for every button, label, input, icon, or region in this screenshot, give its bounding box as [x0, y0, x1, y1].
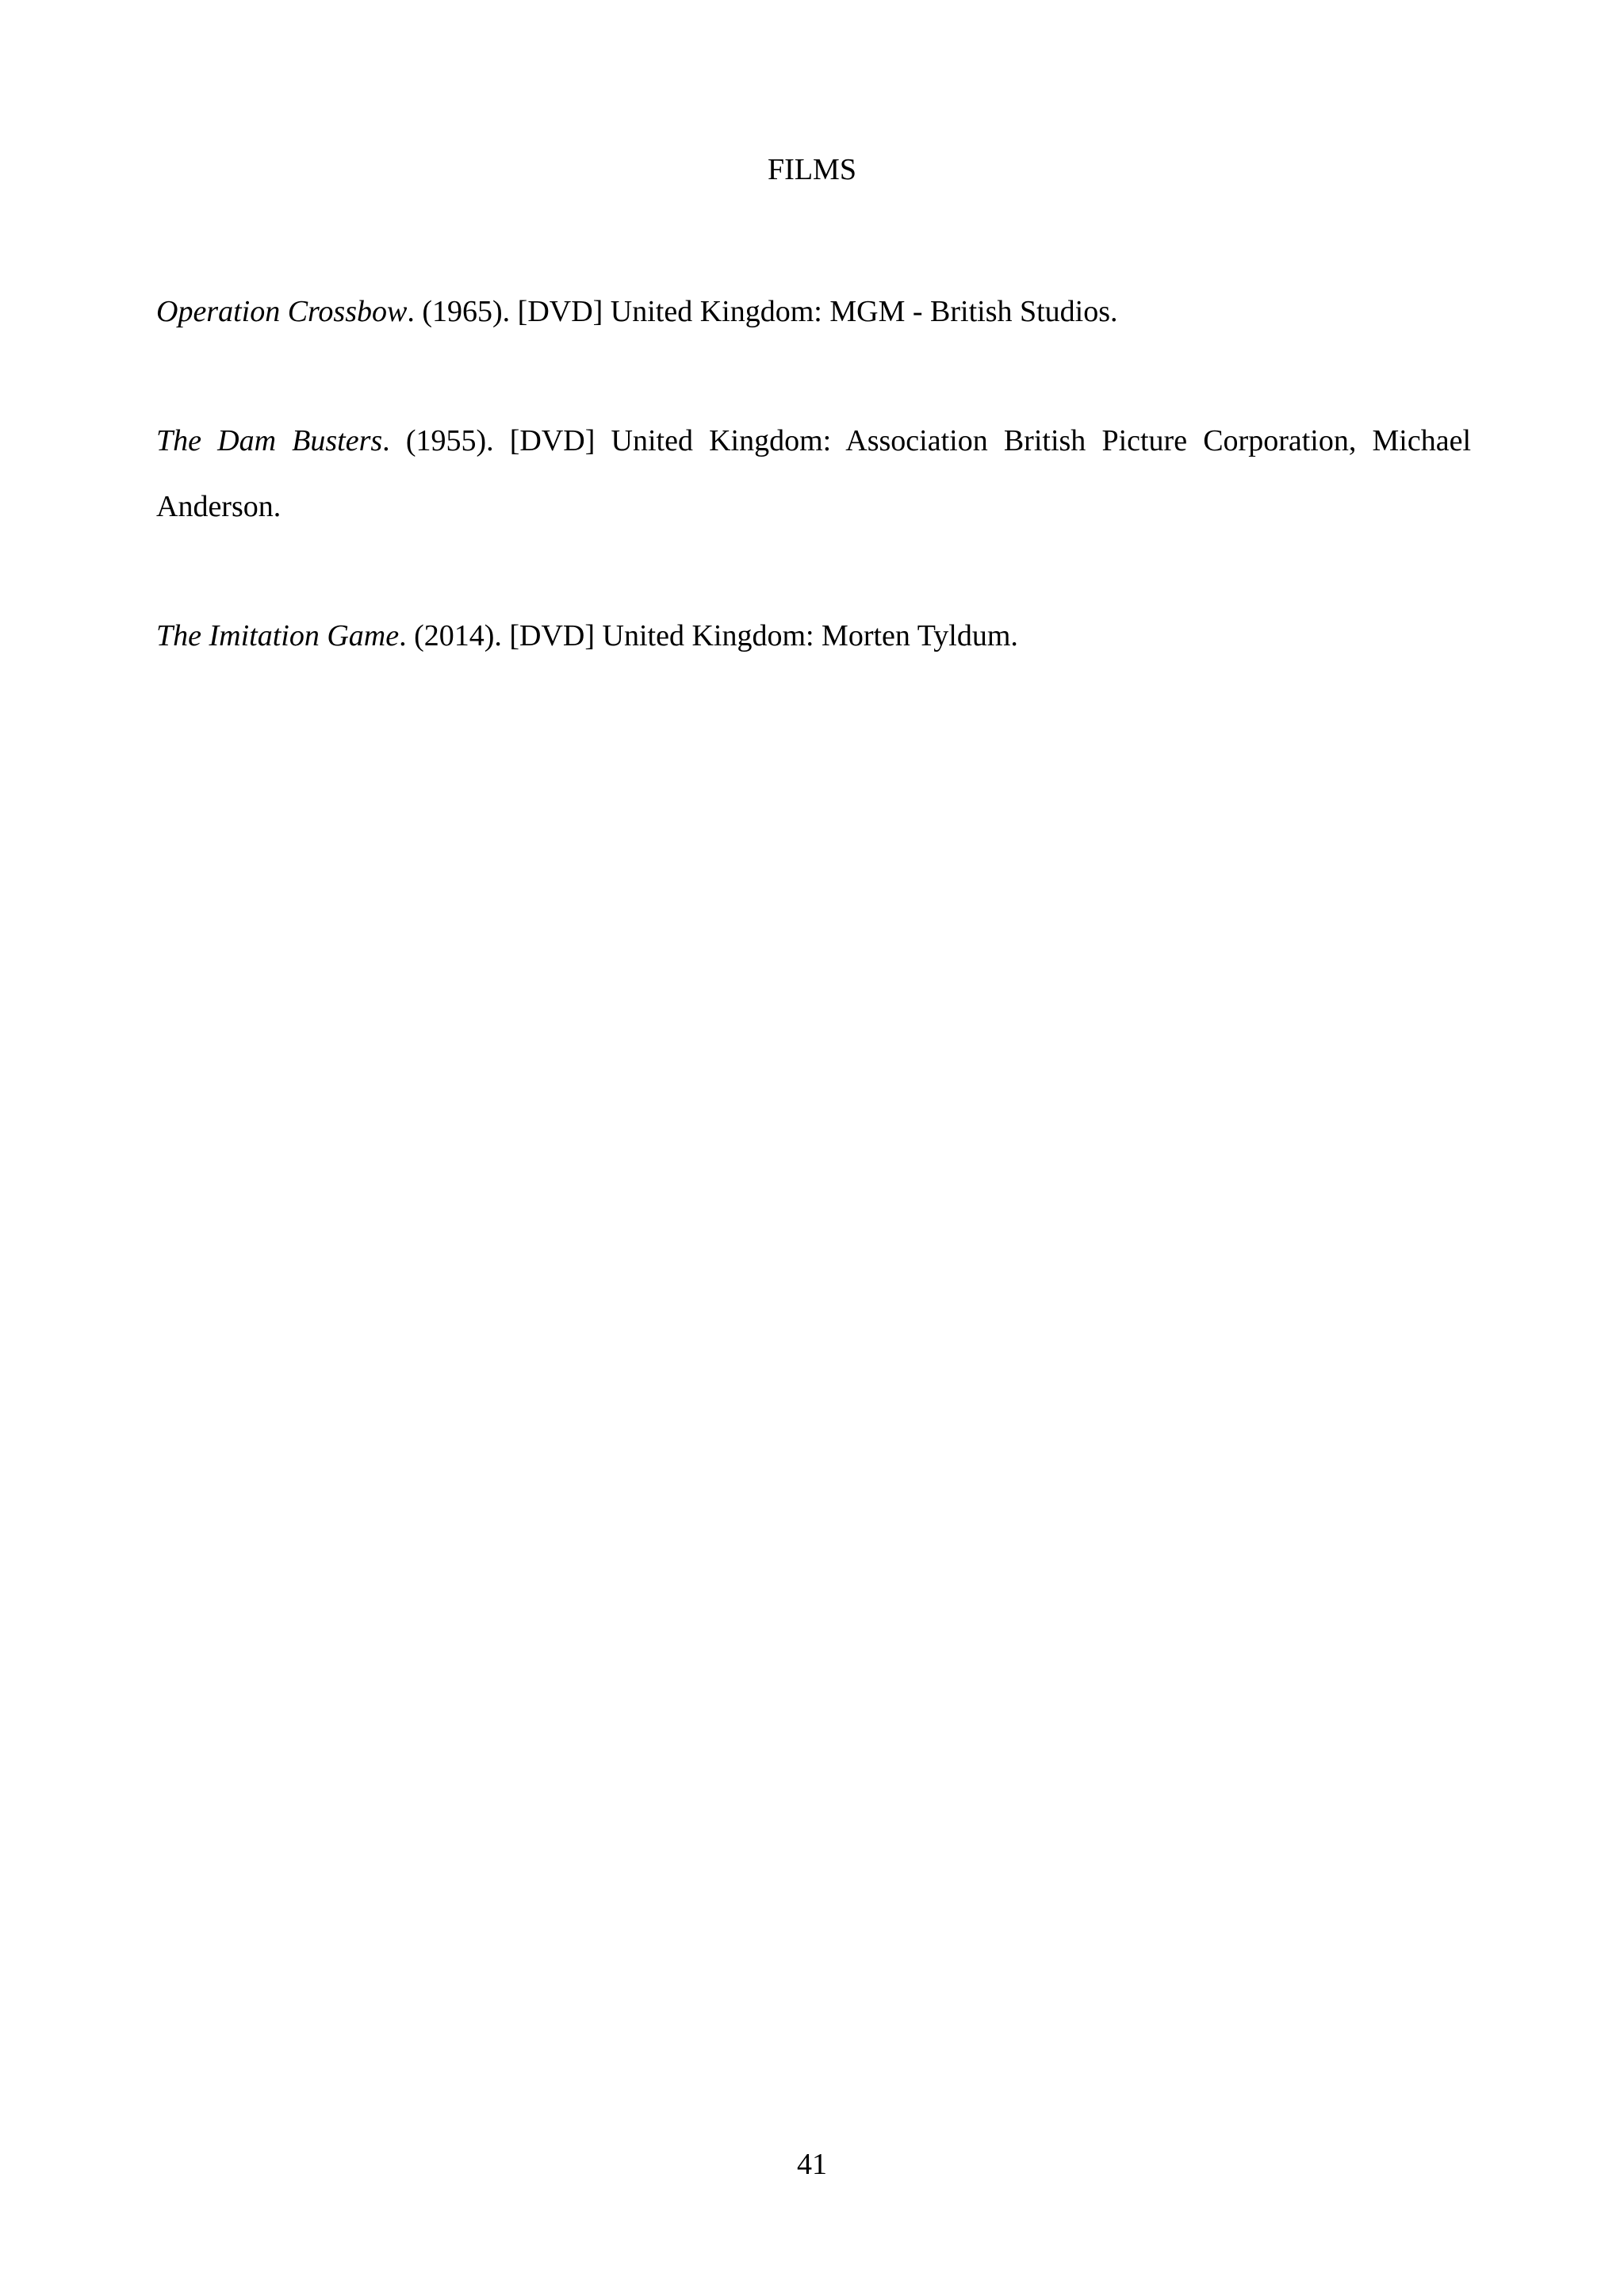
section-heading: FILMS — [768, 153, 856, 186]
film-title: The Dam Busters — [156, 424, 383, 457]
film-title: Operation Crossbow — [156, 295, 408, 328]
film-details: . (1955). [DVD] United Kingdom: Association British Picture Corporation, Michael Anderson. — [156, 424, 1471, 523]
film-entry — [156, 408, 1471, 540]
film-details: . (1965). [DVD] United Kingdom: MGM - British Studios. — [407, 295, 1118, 328]
page-number: 41 — [797, 2148, 827, 2181]
film-title: The Imitation Game — [156, 619, 400, 652]
film-entry — [156, 603, 1471, 669]
film-entry — [156, 279, 1471, 345]
films-list — [156, 279, 1471, 733]
film-details: . (2014). [DVD] United Kingdom: Morten Tyldum. — [399, 619, 1018, 652]
